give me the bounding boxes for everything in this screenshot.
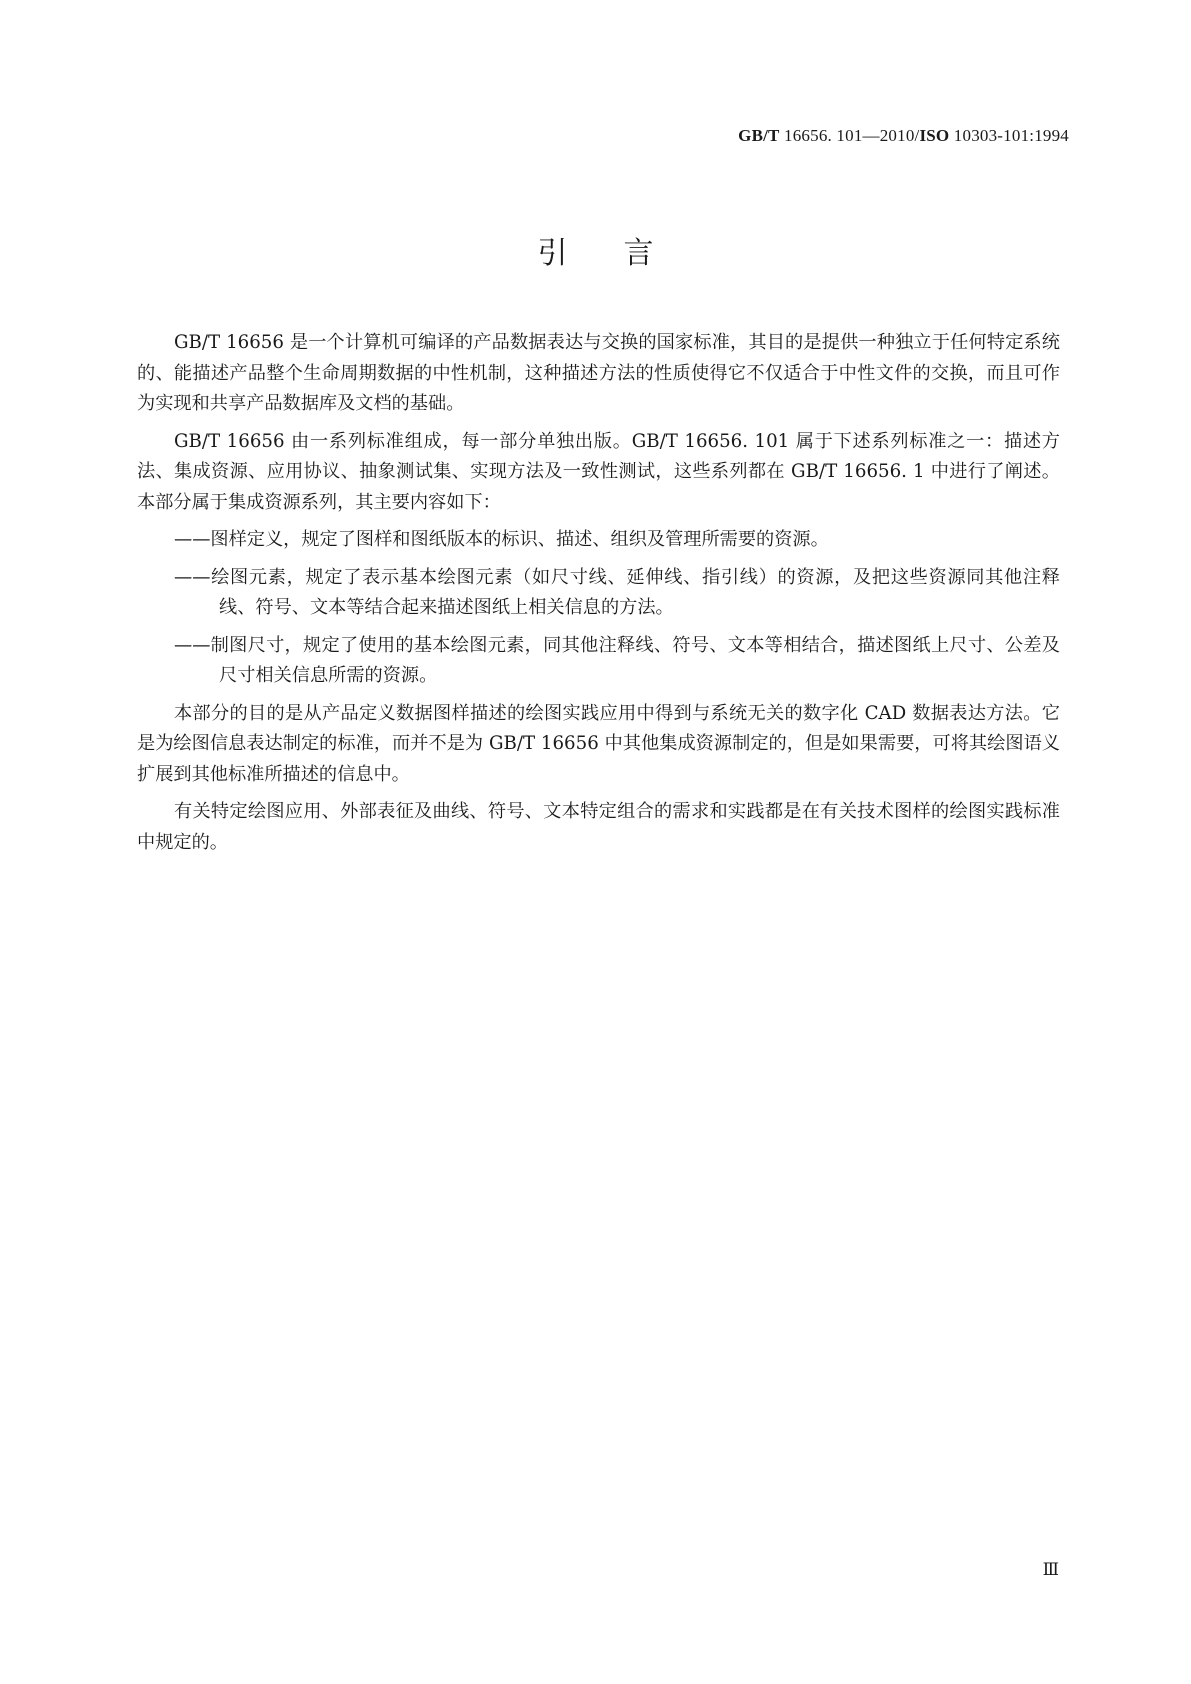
list-item-drawing-definition: ——图样定义，规定了图样和图纸版本的标识、描述、组织及管理所需要的资源。: [174, 529, 829, 550]
iso-prefix: ISO: [919, 126, 950, 145]
list-item-draughting-dimensions: ——制图尺寸，规定了使用的基本绘图元素，同其他注释线、符号、文本等相结合，描述图纸上尺寸、公差及尺寸相关信息所需的资源。: [174, 634, 1060, 686]
body-text: [137, 328, 1060, 865]
standard-prefix: GB/T: [738, 126, 780, 145]
page-title: 引言: [537, 236, 710, 271]
paragraph-series: GB/T 16656 由一系列标准组成，每一部分单独出版。GB/T 16656. 101 属于下述系列标准之一：描述方法、集成资源、应用协议、抽象测试集、实现方法及一致性测试，这些系列都在 GB/T 16656. 1 中进行了阐述。本部分属于集成资源系列，其主要内容如下：: [137, 430, 1060, 513]
iso-number: 10303-101:1994: [949, 126, 1069, 145]
page-number: Ⅲ: [1042, 1560, 1059, 1579]
paragraph-intro: GB/T 16656 是一个计算机可编译的产品数据表达与交换的国家标准，其目的是提供一种独立于任何特定系统的、能描述产品整个生命周期数据的中性机制，这种描述方法的性质使得它不仅适合于中性文件的交换，而且可作为实现和共享产品数据库及文档的基础。: [137, 332, 1060, 414]
standard-number: 16656. 101—2010/: [779, 126, 920, 145]
paragraph-practice: 有关特定绘图应用、外部表征及曲线、符号、文本特定组合的需求和实践都是在有关技术图样的绘图实践标准中规定的。: [137, 801, 1060, 853]
list-item-draughting-elements: ——绘图元素，规定了表示基本绘图元素（如尺寸线、延伸线、指引线）的资源，及把这些资源同其他注释线、符号、文本等结合起来描述图纸上相关信息的方法。: [174, 566, 1060, 618]
paragraph-purpose: 本部分的目的是从产品定义数据图样描述的绘图实践应用中得到与系统无关的数字化 CAD 数据表达方法。它是为绘图信息表达制定的标准，而并不是为 GB/T 16656 中其他集成资源制定的，但是如果需要，可将其绘图语义扩展到其他标准所描述的信息中。: [137, 702, 1060, 785]
standard-header: [738, 126, 1069, 146]
